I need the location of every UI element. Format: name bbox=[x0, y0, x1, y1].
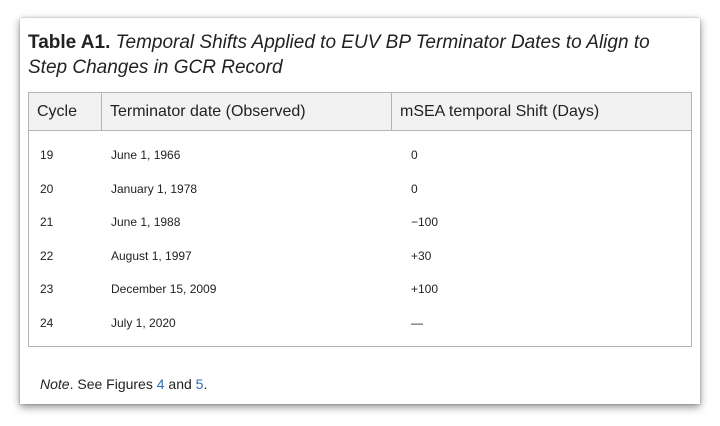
header-terminator-date: Terminator date (Observed) bbox=[101, 93, 391, 130]
cell-date: December 15, 2009 bbox=[111, 282, 217, 297]
cell-cycle: 19 bbox=[40, 148, 54, 162]
cell-shift: 0 bbox=[411, 148, 418, 162]
cell-shift: 0 bbox=[411, 181, 418, 196]
cell-shift: +100 bbox=[411, 282, 439, 297]
note-text-mid: and bbox=[164, 376, 196, 392]
table-title: Temporal Shifts Applied to EUV BP Terminator Dates to Align to Step Changes in GCR Record bbox=[28, 32, 650, 78]
header-cycle: Cycle bbox=[37, 103, 78, 120]
table-label: Table A1. bbox=[28, 32, 111, 53]
cell-date: January 1, 1978 bbox=[111, 181, 198, 196]
figure-5-link[interactable]: 5 bbox=[195, 376, 204, 392]
table-row bbox=[29, 206, 691, 240]
cell-cycle: 22 bbox=[40, 248, 54, 263]
cell-cycle: 20 bbox=[40, 181, 54, 196]
note-label: Note bbox=[40, 376, 70, 392]
table-row bbox=[29, 173, 691, 207]
table-row bbox=[29, 273, 691, 307]
note-text-after: . bbox=[203, 376, 208, 392]
cell-cycle: 24 bbox=[40, 315, 54, 330]
cell-date: August 1, 1997 bbox=[111, 248, 192, 263]
cell-cycle: 21 bbox=[40, 215, 54, 230]
data-table bbox=[28, 92, 692, 347]
note-text-before: . See Figures bbox=[69, 376, 157, 392]
table-row bbox=[29, 307, 691, 341]
table-card bbox=[20, 18, 700, 404]
cell-date: June 1, 1966 bbox=[111, 148, 181, 162]
cell-shift: +30 bbox=[411, 248, 432, 263]
table-caption bbox=[28, 30, 688, 80]
table-row bbox=[29, 240, 691, 274]
table-row bbox=[29, 139, 691, 173]
table-note bbox=[40, 376, 207, 392]
cell-shift: −100 bbox=[411, 215, 439, 230]
cell-date: June 1, 1988 bbox=[111, 215, 181, 230]
figure-4-link[interactable]: 4 bbox=[156, 376, 165, 392]
cell-shift: — bbox=[411, 315, 423, 330]
table-body bbox=[29, 139, 691, 341]
cell-date: July 1, 2020 bbox=[111, 315, 176, 330]
cell-cycle: 23 bbox=[40, 282, 54, 297]
header-mSEA-shift: mSEA temporal Shift (Days) bbox=[391, 93, 691, 130]
table-header bbox=[29, 93, 691, 131]
